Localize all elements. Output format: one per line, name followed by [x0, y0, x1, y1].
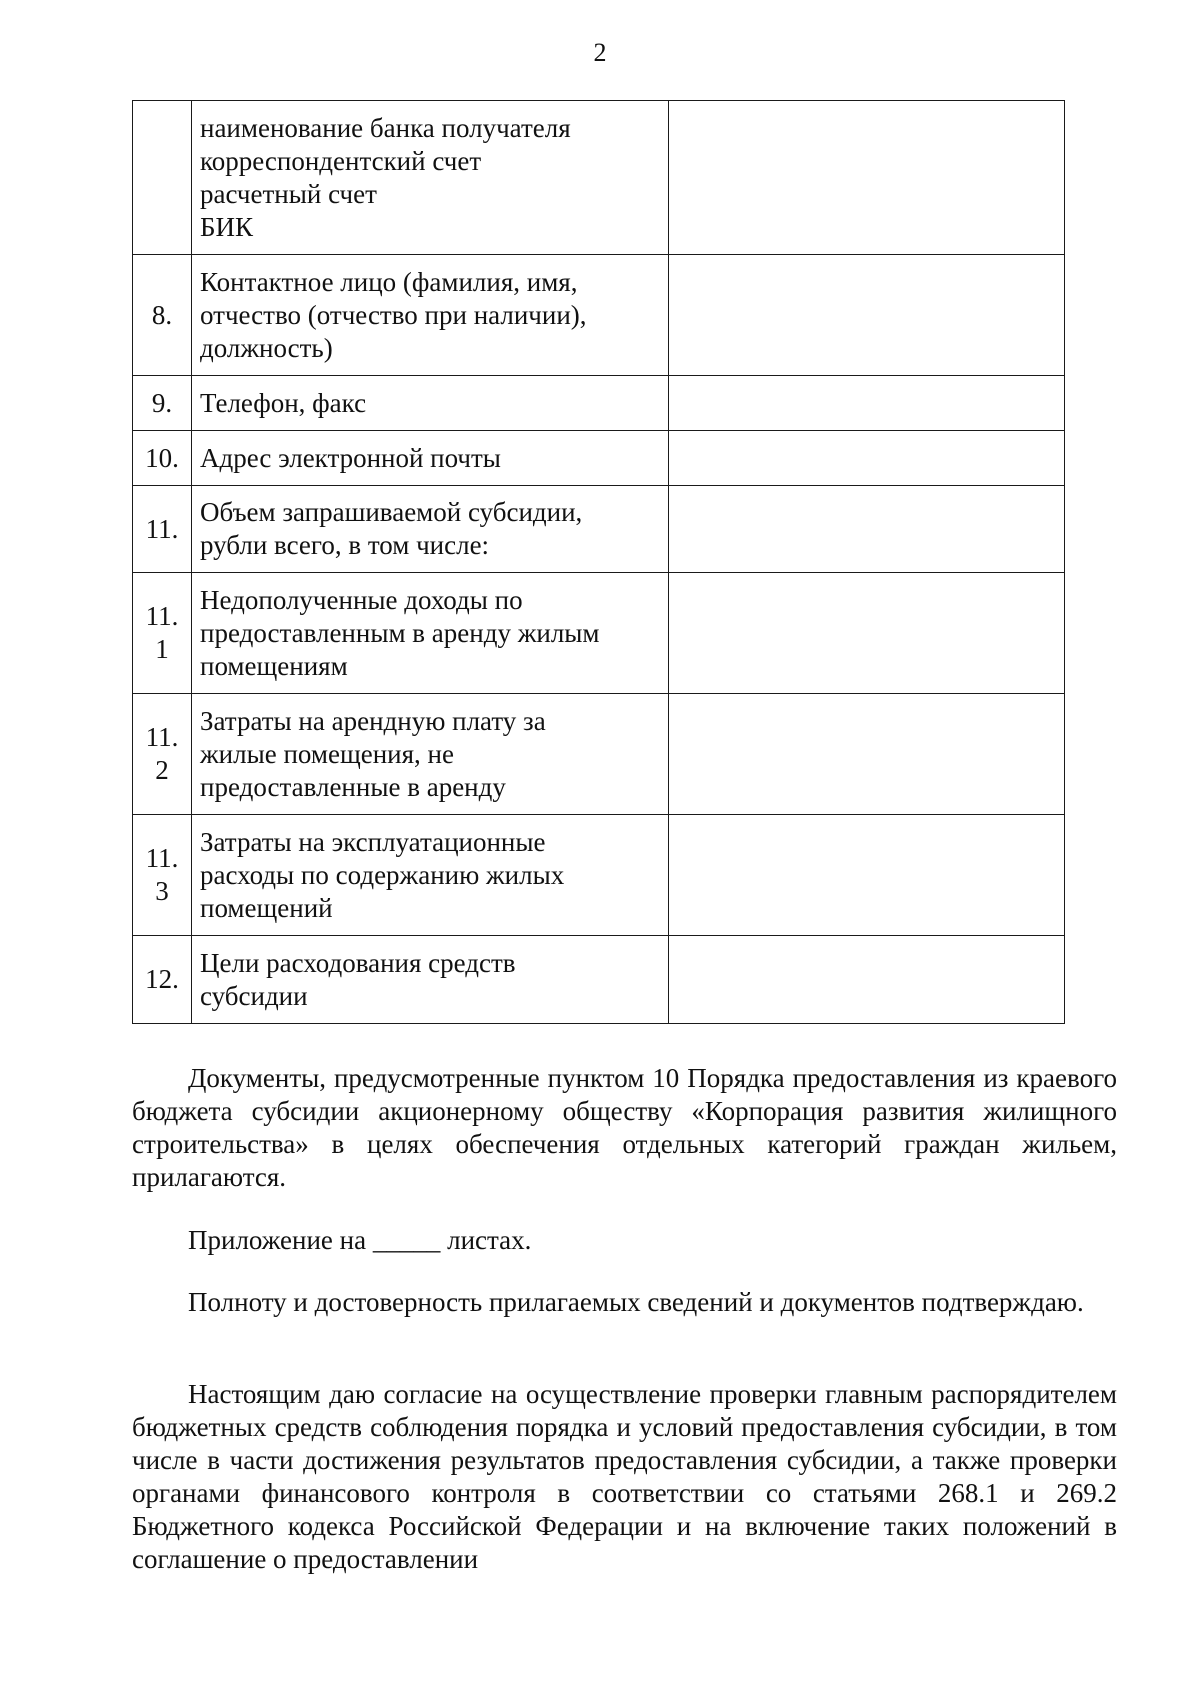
row-number-line: 12.: [145, 964, 179, 994]
row-value-cell[interactable]: [669, 694, 1065, 815]
row-number: [133, 815, 192, 936]
row-label-line: корреспондентский счет: [200, 145, 482, 176]
row-number-line: 10.: [145, 442, 179, 473]
table-row: [133, 431, 1065, 486]
attachment-sheet-count-blank[interactable]: _____: [372, 1225, 441, 1255]
row-label: [192, 936, 669, 1024]
row-label: [192, 815, 669, 936]
row-label: [192, 573, 669, 694]
row-value-cell[interactable]: [669, 376, 1065, 431]
table-row: [133, 101, 1065, 255]
row-label-line: расчетный счет: [200, 178, 377, 209]
row-label-line: Объем запрашиваемой субсидии,: [200, 497, 583, 527]
row-label-line: предоставленные в аренду: [200, 771, 506, 802]
row-number-line: 9.: [151, 387, 173, 418]
row-label-line: помещениям: [200, 650, 348, 681]
table-row: [133, 694, 1065, 815]
row-label-line: Цели расходования средств: [200, 947, 516, 978]
attachment-prefix: Приложение на: [188, 1225, 367, 1255]
row-number: [133, 431, 192, 486]
attachment-line: [132, 1224, 1117, 1257]
row-number-line: 11.: [145, 843, 179, 873]
row-label: [192, 486, 669, 573]
attachment-suffix: листах.: [447, 1225, 532, 1255]
row-label-line: наименование банка получателя: [200, 112, 571, 143]
table-row: [133, 255, 1065, 376]
table-row: [133, 573, 1065, 694]
table-row: [133, 936, 1065, 1024]
row-label-line: БИК: [200, 211, 254, 242]
row-label-line: Контактное лицо (фамилия, имя,: [200, 266, 578, 297]
row-label: [192, 101, 669, 255]
row-value-cell[interactable]: [669, 101, 1065, 255]
row-number-line: 1: [155, 634, 169, 664]
row-label: [192, 694, 669, 815]
row-label-line: Затраты на арендную плату за: [200, 705, 546, 736]
row-number: [133, 936, 192, 1024]
row-label: [192, 431, 669, 486]
documents-paragraph: Документы, предусмотренные пунктом 10 Порядка предоставления из краевого бюджета субсидии акционерному обществу «Корпорация развития жилищного строительства» в целях обеспечения отдельных категорий граждан жильем, прилагаются.: [132, 1063, 1117, 1192]
row-number: [133, 694, 192, 815]
row-number: [133, 376, 192, 431]
row-label: [192, 255, 669, 376]
table-row: [133, 376, 1065, 431]
row-label: [192, 376, 669, 431]
row-label-line: Телефон, факс: [200, 387, 367, 418]
row-number-line: 3: [155, 876, 169, 906]
row-value-cell[interactable]: [669, 431, 1065, 486]
row-label-line: отчество (отчество при наличии),: [200, 299, 587, 330]
page-number: 2: [593, 38, 607, 67]
row-value-cell[interactable]: [669, 486, 1065, 573]
table-row: [133, 815, 1065, 936]
row-label-line: расходы по содержанию жилых: [200, 859, 565, 890]
row-number-line: 11.: [145, 601, 179, 631]
row-value-cell[interactable]: [669, 936, 1065, 1024]
confirmation-paragraph: Полноту и достоверность прилагаемых сведений и документов подтверждаю.: [188, 1287, 1084, 1317]
row-number: [133, 486, 192, 573]
row-label-line: Затраты на эксплуатационные: [200, 826, 546, 857]
row-label-line: Недополученные доходы по: [200, 584, 523, 615]
row-label-line: рубли всего, в том числе:: [200, 530, 490, 560]
row-number-line: 11.: [145, 722, 179, 752]
row-label-line: субсидии: [200, 980, 308, 1011]
row-number-line: 8.: [151, 299, 173, 330]
row-number: [133, 101, 192, 255]
row-value-cell[interactable]: [669, 573, 1065, 694]
row-value-cell[interactable]: [669, 255, 1065, 376]
consent-paragraph: Настоящим даю согласие на осуществление проверки главным распорядителем бюджетных средств соблюдения порядка и условий предоставления субсидии, в том числе в части достижения результатов предоставления субсидии, а также проверки органами финансового контроля в соответствии со статьями 268.1 и 269.2 Бюджетного кодекса Российской Федерации и на включение таких положений в соглашение о предоставлении: [132, 1379, 1117, 1574]
row-label-line: предоставленным в аренду жилым: [200, 617, 600, 648]
row-number: [133, 255, 192, 376]
table-row: [133, 486, 1065, 573]
row-label-line: Адрес электронной почты: [200, 442, 501, 473]
row-number-line: 2: [155, 755, 169, 785]
row-number-line: 11.: [145, 513, 179, 544]
row-label-line: жилые помещения, не: [200, 738, 454, 769]
row-label-line: должность): [200, 332, 333, 363]
row-label-line: помещений: [200, 892, 333, 923]
row-value-cell[interactable]: [669, 815, 1065, 936]
application-form-table: [132, 100, 1065, 1024]
row-number: [133, 573, 192, 694]
